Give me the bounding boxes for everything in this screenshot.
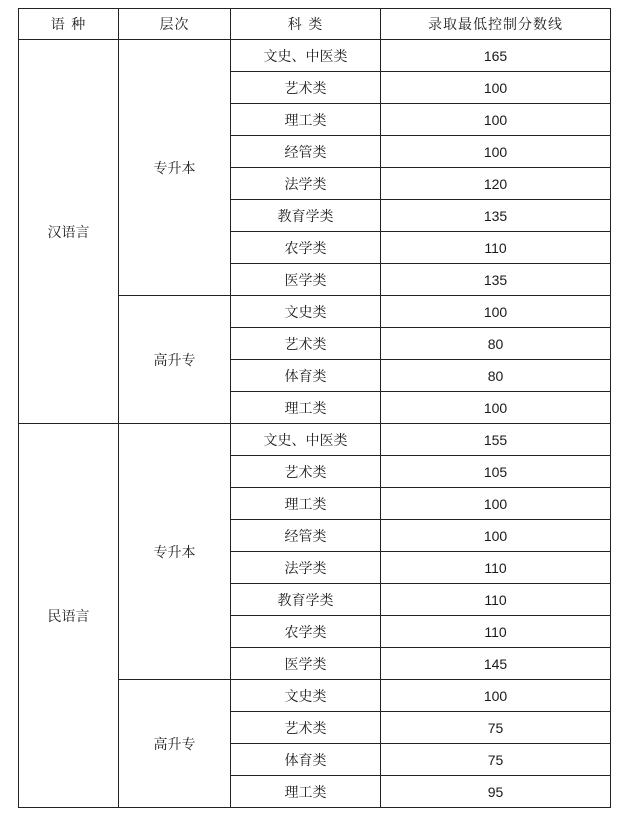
header-category: 科 类 [231,9,381,40]
level-cell: 高升专 [119,296,231,424]
category-cell: 体育类 [231,744,381,776]
category-cell: 医学类 [231,264,381,296]
score-cell: 110 [381,232,611,264]
score-cell: 80 [381,328,611,360]
category-cell: 文史类 [231,680,381,712]
score-cell: 135 [381,264,611,296]
table-row [19,424,611,456]
admission-score-table [18,8,611,808]
header-level: 层次 [119,9,231,40]
score-cell: 165 [381,40,611,72]
score-cell: 80 [381,360,611,392]
category-cell: 经管类 [231,136,381,168]
score-cell: 155 [381,424,611,456]
category-cell: 教育学类 [231,200,381,232]
level-cell: 专升本 [119,40,231,296]
category-cell: 文史、中医类 [231,424,381,456]
score-cell: 135 [381,200,611,232]
category-cell: 理工类 [231,104,381,136]
table-row [19,40,611,72]
category-cell: 教育学类 [231,584,381,616]
score-cell: 110 [381,584,611,616]
header-language: 语 种 [19,9,119,40]
category-cell: 理工类 [231,776,381,808]
category-cell: 理工类 [231,392,381,424]
level-cell: 高升专 [119,680,231,808]
category-cell: 艺术类 [231,456,381,488]
header-min-score: 录取最低控制分数线 [381,9,611,40]
language-cell: 民语言 [19,424,119,808]
score-cell: 110 [381,552,611,584]
category-cell: 文史、中医类 [231,40,381,72]
category-cell: 体育类 [231,360,381,392]
category-cell: 文史类 [231,296,381,328]
score-cell: 100 [381,136,611,168]
score-cell: 75 [381,712,611,744]
table-body [19,40,611,808]
category-cell: 法学类 [231,168,381,200]
score-cell: 100 [381,680,611,712]
category-cell: 艺术类 [231,72,381,104]
score-cell: 100 [381,392,611,424]
category-cell: 艺术类 [231,712,381,744]
category-cell: 农学类 [231,616,381,648]
category-cell: 医学类 [231,648,381,680]
score-cell: 145 [381,648,611,680]
score-cell: 100 [381,72,611,104]
score-cell: 110 [381,616,611,648]
category-cell: 经管类 [231,520,381,552]
score-cell: 105 [381,456,611,488]
score-cell: 100 [381,104,611,136]
category-cell: 理工类 [231,488,381,520]
score-cell: 100 [381,488,611,520]
score-cell: 100 [381,520,611,552]
score-cell: 100 [381,296,611,328]
language-cell: 汉语言 [19,40,119,424]
category-cell: 艺术类 [231,328,381,360]
score-cell: 95 [381,776,611,808]
header-row [19,9,611,40]
score-cell: 75 [381,744,611,776]
score-cell: 120 [381,168,611,200]
category-cell: 农学类 [231,232,381,264]
level-cell: 专升本 [119,424,231,680]
category-cell: 法学类 [231,552,381,584]
